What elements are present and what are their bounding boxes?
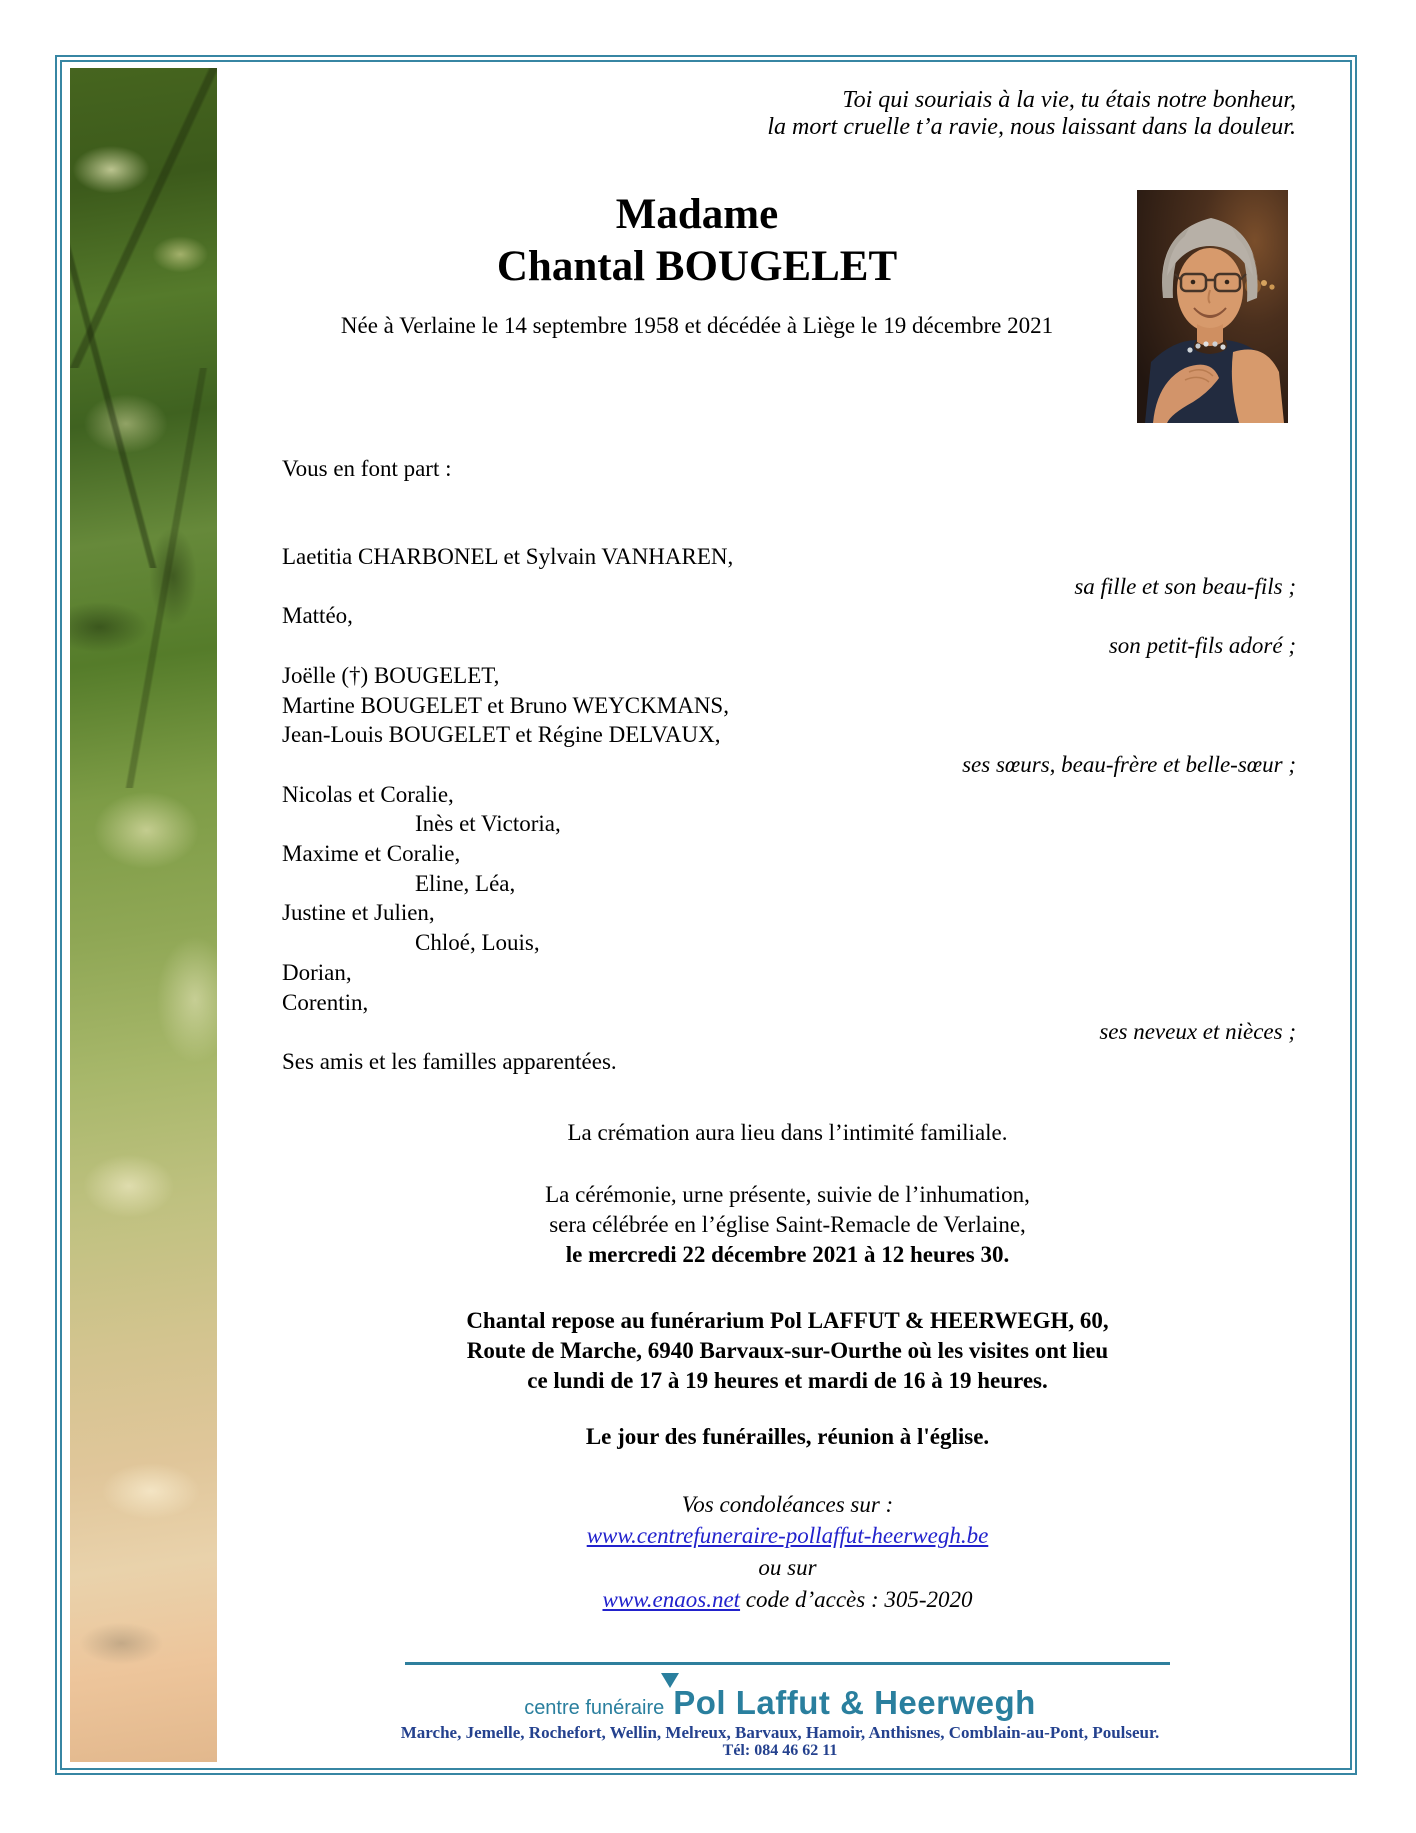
- portrait-photo: [1137, 190, 1288, 423]
- ceremony-line-2: sera célébrée en l’église Saint-Remacle de Verlaine,: [549, 1212, 1026, 1237]
- condolences-intro: Vos condoléances sur :: [681, 1492, 894, 1517]
- family-member-line: Eline, Léa,: [415, 870, 516, 896]
- epitaph-line-1: Toi qui souriais à la vie, tu étais notre bonheur,: [842, 87, 1296, 113]
- deceased-title: Madame: [615, 191, 779, 238]
- family-relation-line: ses neveux et nièces ;: [1099, 1019, 1296, 1045]
- brand-triangle-icon: [661, 1673, 679, 1688]
- family-member-line: Laetitia CHARBONEL et Sylvain VANHAREN,: [282, 544, 734, 569]
- family-member-line: Inès et Victoria,: [415, 811, 561, 837]
- footer-phone: Tél: 084 46 62 11: [722, 1742, 838, 1759]
- family-member-line: Joëlle (†) BOUGELET,: [282, 662, 500, 688]
- family-member-line: Nicolas et Coralie,: [282, 781, 454, 807]
- repose-line-3: ce lundi de 17 à 19 heures et mardi de 16 à 19 heures.: [527, 1368, 1048, 1393]
- brand-small-label: centre funéraire: [524, 1697, 665, 1719]
- family-member-line: Justine et Julien,: [282, 900, 435, 926]
- family-member-line: Maxime et Coralie,: [282, 841, 461, 867]
- life-dates: Née à Verlaine le 14 septembre 1958 et décédée à Liège le 19 décembre 2021: [340, 313, 1054, 338]
- portrait-photo-image: [1137, 190, 1288, 423]
- family-relation-line: sa fille et son beau-fils ;: [1074, 573, 1296, 599]
- brand-large-label: Pol Laffut & Heerwegh: [673, 1684, 1036, 1721]
- funeral-home-logo: [217, 1684, 1343, 1722]
- forest-path-photo: [70, 68, 217, 1762]
- family-member-line: Corentin,: [282, 989, 369, 1015]
- epitaph: [500, 87, 1296, 140]
- cremation-notice: La crémation aura lieu dans l’intimité familiale.: [567, 1120, 1008, 1145]
- condolences-link-enaos[interactable]: www.enaos.net: [602, 1587, 741, 1612]
- family-relation-line: son petit-fils adoré ;: [1108, 633, 1296, 659]
- page-title: [242, 189, 1152, 293]
- repose-line-1: Chantal repose au funérarium Pol LAFFUT & HEERWEGH, 60,: [466, 1308, 1109, 1333]
- ceremony-block: [217, 1180, 1358, 1270]
- access-code: code d’accès : 305-2020: [740, 1587, 973, 1612]
- epitaph-line-2: la mort cruelle t’a ravie, nous laissant dans la douleur.: [767, 113, 1296, 140]
- deceased-name: Chantal BOUGELET: [496, 243, 898, 290]
- ceremony-line-1: La cérémonie, urne présente, suivie de l’inhumation,: [545, 1182, 1030, 1207]
- condolences-block: [217, 1490, 1358, 1616]
- family-relation-line: ses sœurs, beau-frère et belle-sœur ;: [962, 751, 1296, 777]
- ceremony-date: le mercredi 22 décembre 2021 à 12 heures 30.: [565, 1242, 1010, 1267]
- footer-separator: [405, 1662, 1170, 1665]
- footer-locations: Marche, Jemelle, Rochefort, Wellin, Melreux, Barvaux, Hamoir, Anthisnes, Comblain-au-Pont, Poulseur.: [400, 1723, 1160, 1742]
- announcement-intro: Vous en font part :: [282, 456, 452, 481]
- repose-line-2: Route de Marche, 6940 Barvaux-sur-Ourthe où les visites ont lieu: [466, 1338, 1109, 1363]
- condolences-or: ou sur: [758, 1555, 817, 1580]
- reunion-notice: Le jour des funérailles, réunion à l'église.: [585, 1424, 990, 1449]
- family-member-line: Chloé, Louis,: [415, 930, 540, 956]
- family-member-line: Mattéo,: [282, 603, 353, 629]
- condolences-link-funeraire[interactable]: www.centrefuneraire-pollaffut-heerwegh.be: [586, 1523, 989, 1548]
- family-member-line: Ses amis et les familles apparentées.: [282, 1048, 617, 1074]
- family-member-line: Martine BOUGELET et Bruno WEYCKMANS,: [282, 692, 729, 718]
- family-list: [282, 542, 1296, 1077]
- repose-block: [217, 1306, 1358, 1396]
- family-member-line: Dorian,: [282, 959, 352, 985]
- family-member-line: Jean-Louis BOUGELET et Régine DELVAUX,: [282, 722, 721, 748]
